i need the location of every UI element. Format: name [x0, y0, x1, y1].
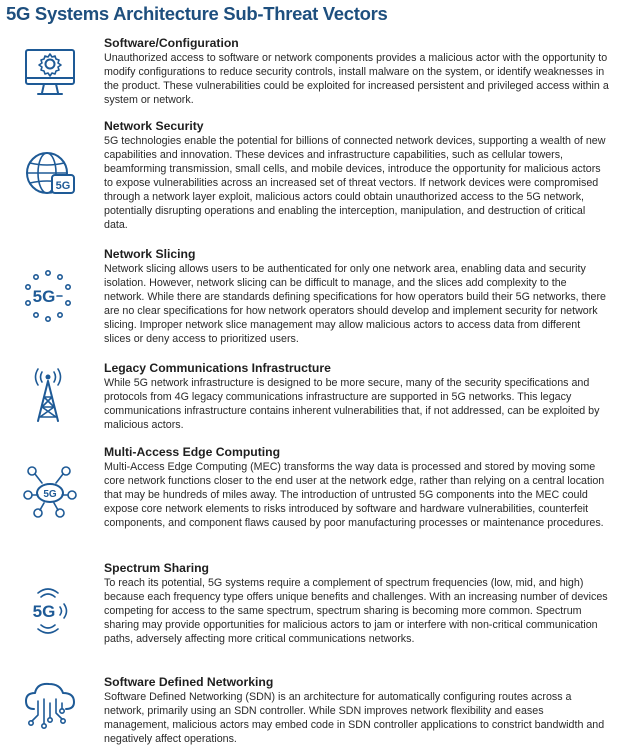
- cell-tower-icon: [22, 367, 78, 423]
- section-text: [104, 119, 609, 232]
- section-heading: Multi-Access Edge Computing: [104, 445, 281, 459]
- section-body: Software Defined Networking (SDN) is an architecture for automatically configuring routes across a network, primarily using an SDN controller. While SDN improves network flexibility and eases management, malicious actors may embed code in SDN controller applications to constrict bandwidth and negatively affect operations.: [104, 691, 605, 745]
- section-text: [104, 445, 609, 530]
- globe-5g-label: 5G: [55, 180, 71, 192]
- signal-5g-label: 5G: [32, 602, 56, 621]
- page-title: 5G Systems Architecture Sub-Threat Vectors: [6, 3, 388, 24]
- hub-5g-label: 5G: [43, 489, 57, 500]
- section-body: Multi-Access Edge Computing (MEC) transforms the way data is processed and stored by moving some core network functions closer to the end user at the network edge, rather than relying on a central location that may be hundreds of miles away. The introduction of untrusted 5G components into the MEC could expose core network elements to risks introduced by software and hardware vulnerabilities, counterfeit components, and component flaws caused by poor manufacturing processes or maintenance procedures.: [104, 461, 605, 529]
- 5g-slices-icon: [22, 269, 78, 325]
- slices-5g-label: 5G: [32, 287, 56, 306]
- section-text: [104, 361, 609, 432]
- section-heading: Spectrum Sharing: [104, 561, 209, 575]
- 5g-signal-icon: [22, 583, 78, 639]
- section-text: [104, 675, 609, 746]
- section-body: Network slicing allows users to be authenticated for only one network area, enabling data and security isolation. However, network slicing can be difficult to manage, and the slices add complexity to the network. While there are standards defining specifications for how operators build their 5G networks, there are no clear specifications for how network operators should develop and implement security for network slicing. Improper network slice management may allow malicious actors to access data from different slices or deny access to prioritized users.: [104, 263, 606, 345]
- 5g-hub-network-icon: [22, 463, 78, 519]
- section-body: While 5G network infrastructure is designed to be more secure, many of the security specifications and protocols from 4G legacy communications infrastructure are supported in 5G networks. This legacy communications infrastructure contains inherent vulnerabilities that, if not addressed, can be exploited by malicious actors.: [104, 377, 600, 431]
- section-body: 5G technologies enable the potential for billions of connected network devices, supporting a wealth of new capabilities and innovation. These devices and infrastructure capabilities, such as cellular towers, beamforming transmission, small cells, and mobile devices, introduce the opportunity for malicious actors to expose vulnerabilities across an increased set of threat vectors. If network devices were compromised through a network layer exploit, malicious actors could obtain unauthorized access to the 5G network, potentially disrupting operations and enabling the interception, manipulation, and destruction of critical data.: [104, 135, 606, 231]
- globe-5g-icon: [22, 147, 78, 203]
- section-text: [104, 36, 609, 107]
- section-body: Unauthorized access to software or network components provides a malicious actor with the opportunity to modify configurations to reduce security controls, install malware on the system, or identify weaknesses in the product. These vulnerabilities could be exploited for increased persistent and privileged access within a system or network.: [104, 52, 609, 106]
- cloud-network-icon: [22, 679, 78, 735]
- section-body: To reach its potential, 5G systems require a complement of spectrum frequencies (low, mid, and high) because each frequency type offers unique benefits and challenges. With an increasing number of devices competing for access to the same spectrum, spectrum sharing is becoming more common. Spectrum sharing may provide opportunities for malicious actors to jam or interfere with non-critical communication paths, adversely affecting more critical communications networks.: [104, 577, 608, 645]
- section-text: [104, 247, 609, 346]
- section-heading: Software Defined Networking: [104, 675, 274, 689]
- monitor-gear-icon: [22, 44, 78, 100]
- section-heading: Network Slicing: [104, 247, 196, 261]
- section-text: [104, 561, 609, 646]
- section-heading: Software/Configuration: [104, 36, 239, 50]
- section-heading: Legacy Communications Infrastructure: [104, 361, 331, 375]
- section-heading: Network Security: [104, 119, 204, 133]
